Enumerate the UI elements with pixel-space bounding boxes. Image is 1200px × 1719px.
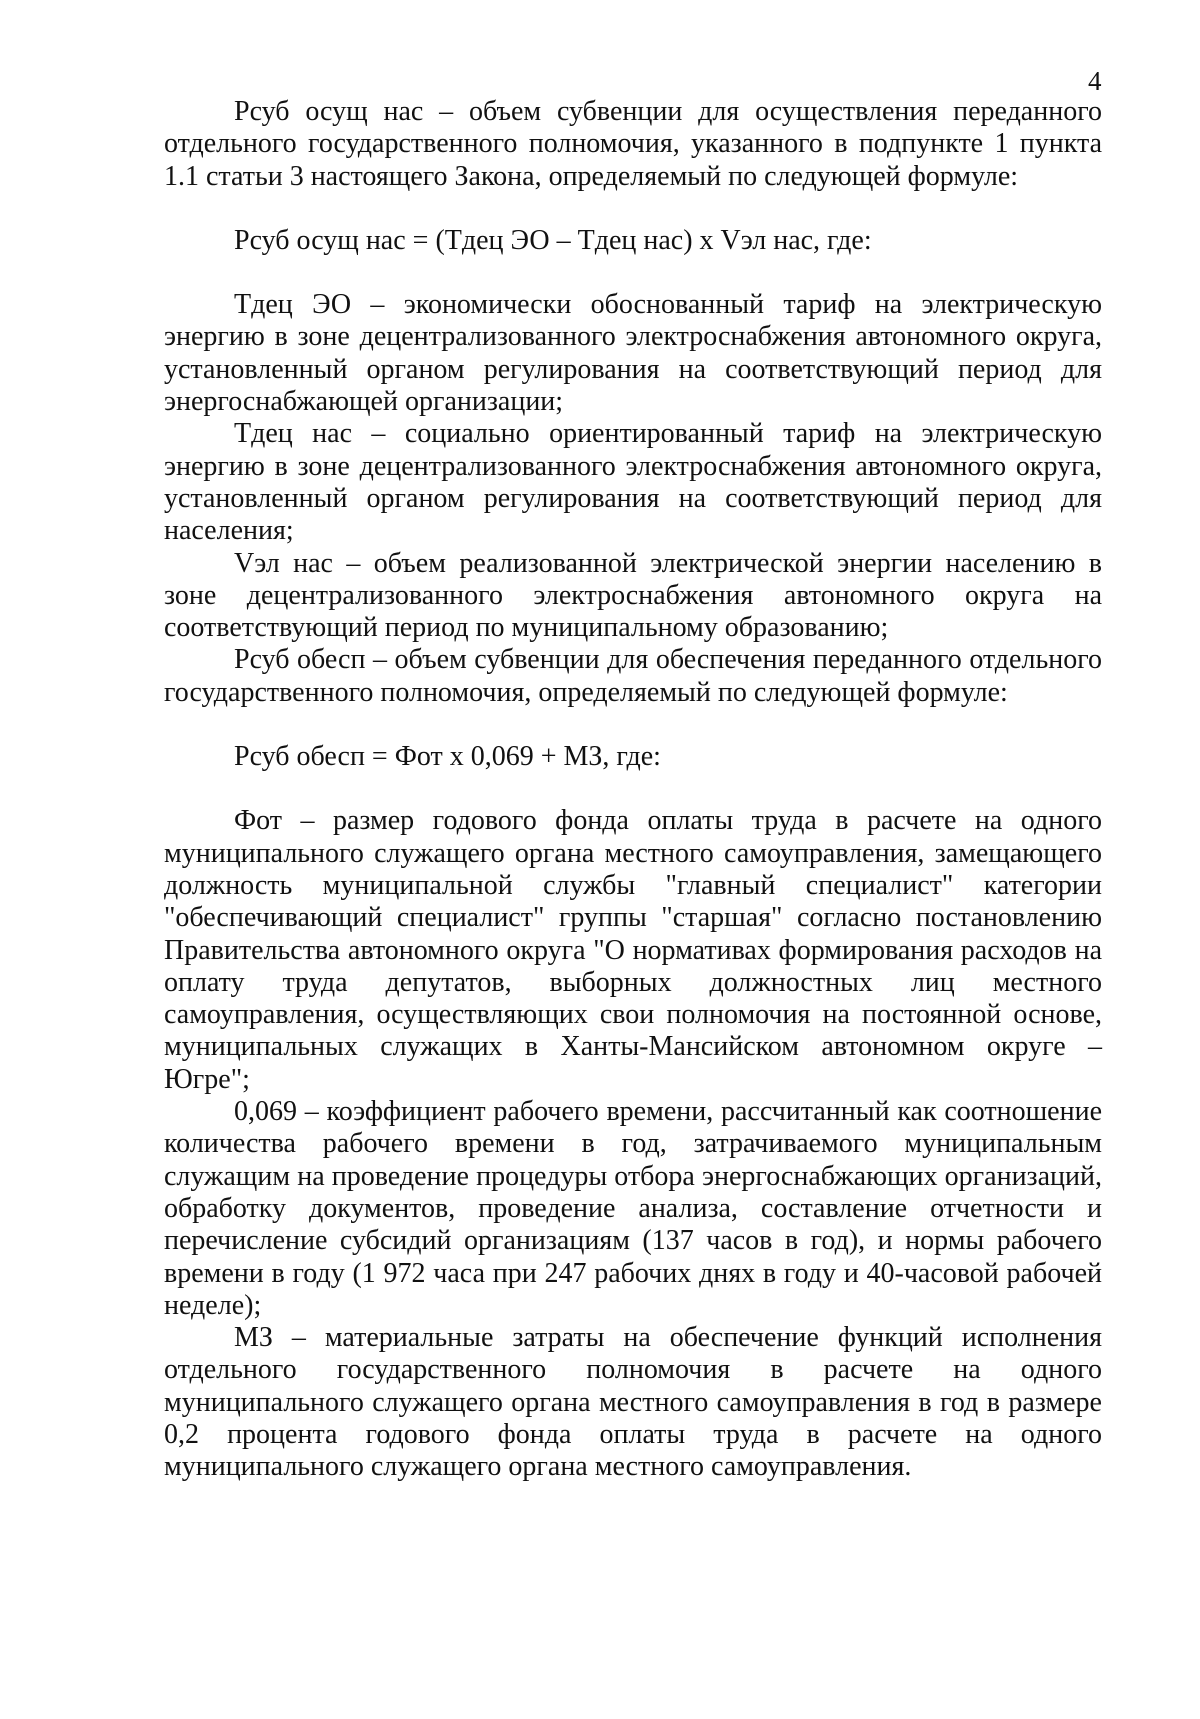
- paragraph-tdec-eo: Тдец ЭО – экономически обоснованный тариф на электрическую энергию в зоне децентрализованного электроснабжения автономного округа, установленный органом регулирования на соответствующий период для энергоснабжающей организации;: [164, 289, 1102, 418]
- paragraph-rsub-osush-definition: Рсуб осущ нас – объем субвенции для осуществления переданного отдельного государственного полномочия, указанного в подпункте 1 пункта 1.1 статьи 3 настоящего Закона, определяемый по следующей формуле:: [164, 96, 1102, 192]
- paragraph-coefficient-0069: 0,069 – коэффициент рабочего времени, рассчитанный как соотношение количества рабочего времени в год, затрачиваемого муниципальным служащим на проведение процедуры отбора энергоснабжающих организаций, обработку документов, проведение анализа, составление отчетности и перечисление субсидий организациям (137 часов в год), и нормы рабочего времени в году (1 972 часа при 247 рабочих днях в году и 40-часовой рабочей неделе);: [164, 1096, 1102, 1321]
- paragraph-vel-nas: Vэл нас – объем реализованной электрической энергии населению в зоне децентрализованного электроснабжения автономного округа на соответствующий период по муниципальному образованию;: [164, 547, 1102, 644]
- formula-rsub-osush: Рсуб осущ нас = (Тдец ЭО – Тдец нас) х Vэл нас, где:: [234, 224, 872, 256]
- formula-rsub-obesp: Рсуб обесп = Фот х 0,069 + МЗ, где:: [234, 741, 661, 773]
- paragraph-rsub-obesp-definition: Рсуб обесп – объем субвенции для обеспечения переданного отдельного государственного полномочия, определяемый по следующей формуле:: [164, 644, 1102, 708]
- spacer: [164, 257, 1102, 289]
- paragraph-tdec-nas: Тдец нас – социально ориентированный тариф на электрическую энергию в зоне децентрализованного электроснабжения автономного округа, установленный органом регулирования на соответствующий период для населения;: [164, 418, 1102, 547]
- document-body: [164, 96, 1102, 1484]
- paragraph-mz: МЗ – материальные затраты на обеспечение функций исполнения отдельного государственного полномочия в расчете на одного муниципального служащего органа местного самоуправления в год в размере 0,2 процента годового фонда оплаты труда в расчете на одного муниципального служащего органа местного самоуправления.: [164, 1322, 1102, 1483]
- spacer: [164, 773, 1102, 805]
- spacer: [164, 193, 1102, 225]
- spacer: [164, 709, 1102, 741]
- page-number: 4: [1088, 66, 1102, 96]
- paragraph-fot: Фот – размер годового фонда оплаты труда в расчете на одного муниципального служащего органа местного самоуправления, замещающего должность муниципальной службы "главный специалист" категории "обеспечивающий специалист" группы "старшая" согласно постановлению Правительства автономного округа "О нормативах формирования расходов на оплату труда депутатов, выборных должностных лиц местного самоуправления, осуществляющих свои полномочия на постоянной основе, муниципальных служащих в Ханты-Мансийском автономном округе – Югре";: [164, 805, 1102, 1095]
